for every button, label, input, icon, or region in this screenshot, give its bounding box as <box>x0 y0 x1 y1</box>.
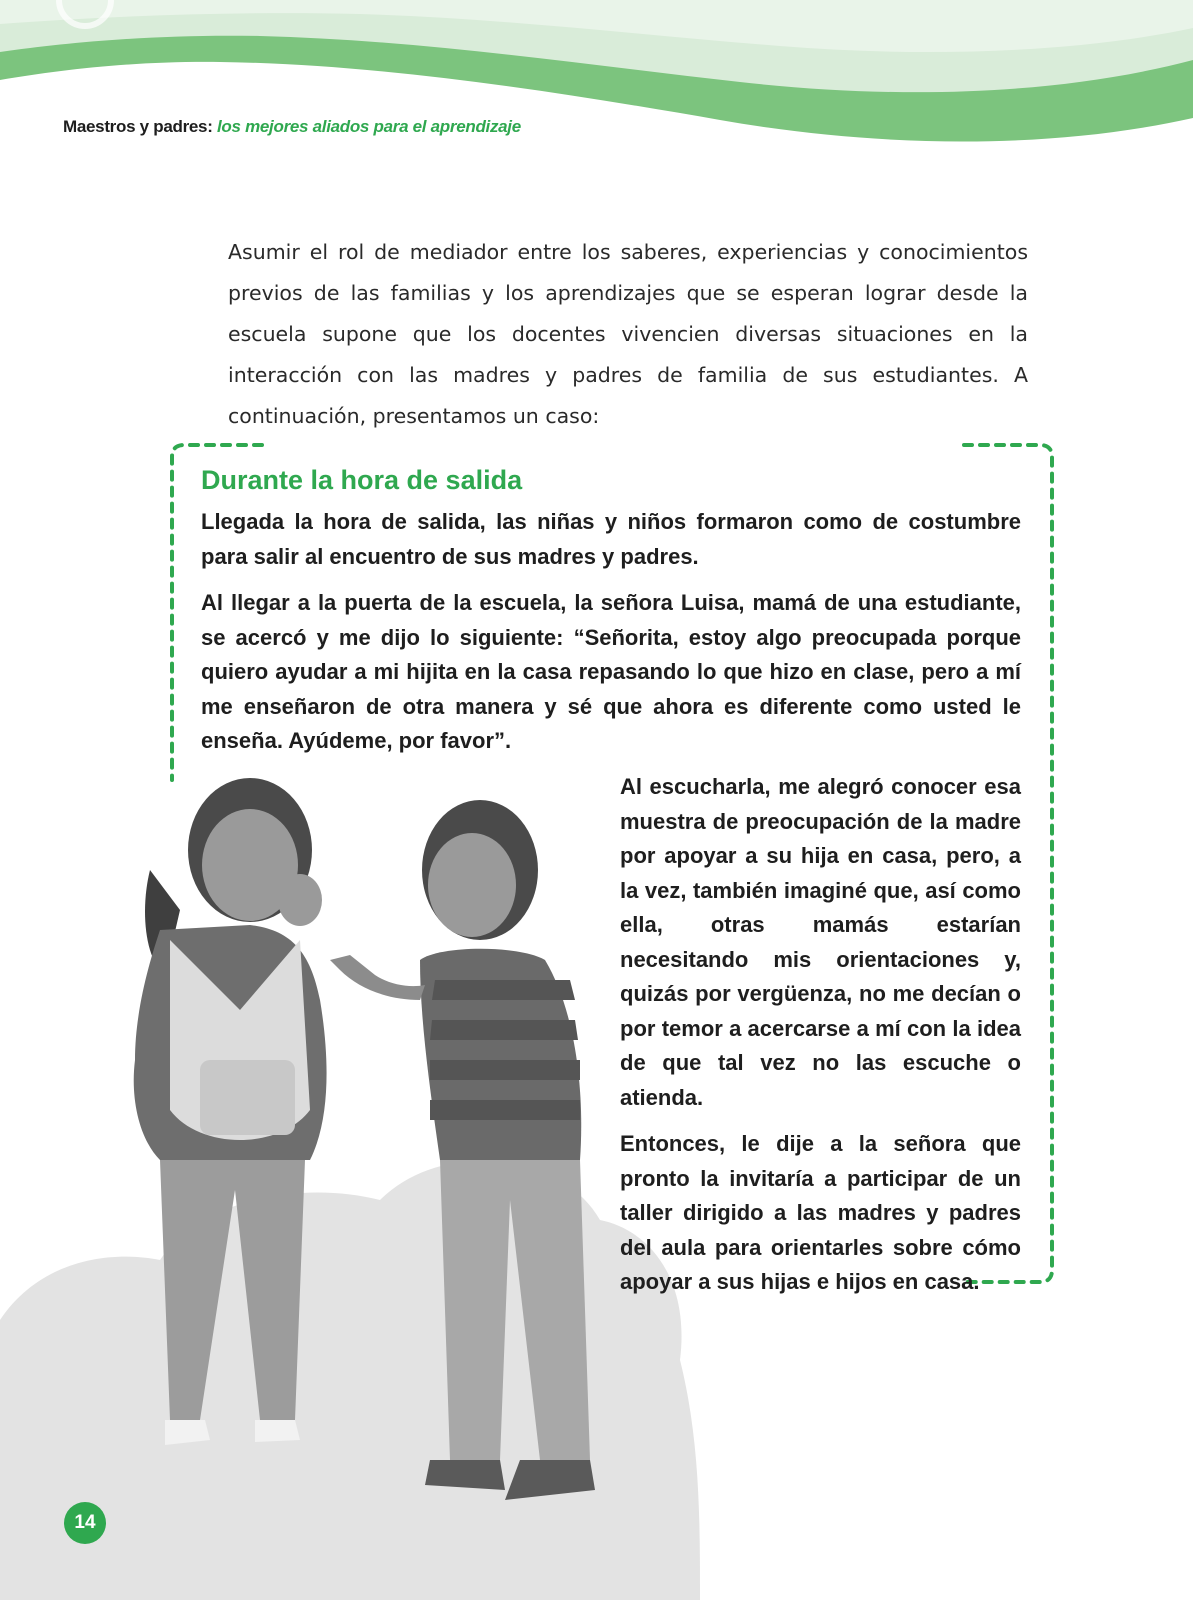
intro-paragraph: Asumir el rol de mediador entre los saberes, experiencias y conocimientos previos de las familias y los aprendizajes que se esperan lograr desde la escuela supone que los docentes vivencien diversas situaciones en la interacción con las madres y padres de familia de sus estudiantes. A continuación, presentamos un caso: <box>228 240 1028 428</box>
case-side-paragraph-2: Entonces, le dije a la señora que pronto la invitaría a participar de un taller dirigido a las madres y padres del aula para orientarles sobre cómo apoyar a sus hijas e hijos en casa. <box>620 1131 1021 1294</box>
case-body <box>201 505 1021 771</box>
background-cloud <box>0 1161 700 1600</box>
two-women-illustration <box>0 760 700 1600</box>
running-head-series: Maestros y padres: <box>63 117 213 136</box>
running-head <box>63 117 521 137</box>
case-paragraph-2: Al llegar a la puerta de la escuela, la señora Luisa, mamá de una estudiante, se acercó y me dijo lo siguiente: “Señorita, estoy algo preocupada porque quiero ayudar a mi hijita en la casa repasando lo que hizo en clase, pero a mí me enseñaron de otra manera y sé que ahora es diferente como usted le enseña. Ayúdeme, por favor”. <box>201 590 1021 753</box>
running-head-subtitle: los mejores aliados para el aprendizaje <box>217 117 521 136</box>
page-number-badge: 14 <box>64 1502 106 1544</box>
case-title: Durante la hora de salida <box>201 465 523 495</box>
case-side-paragraph-1: Al escucharla, me alegró conocer esa muestra de preocupación de la madre por apoyar a su hija en casa, pero, a la vez, también imaginé que, así como ella, otras mamás estarían necesitando mis orientaciones y, quizás por vergüenza, no me decían o por temor a acercarse a mí con la idea de que tal vez no las escuche o atienda. <box>620 774 1021 1110</box>
case-side-text <box>620 770 1021 1312</box>
case-paragraph-1: Llegada la hora de salida, las niñas y niños formaron como de costumbre para salir al encuentro de sus madres y padres. <box>201 509 1021 569</box>
